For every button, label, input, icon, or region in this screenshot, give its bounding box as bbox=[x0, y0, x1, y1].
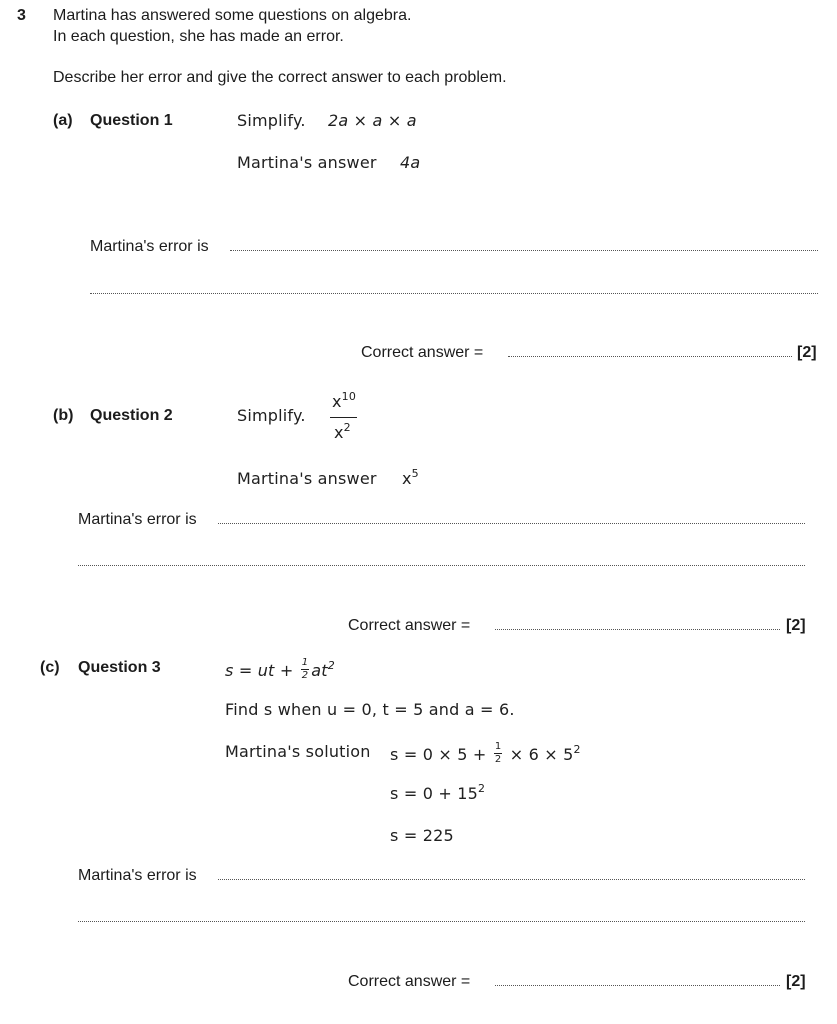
part-a-simplify: Simplify. bbox=[237, 111, 306, 130]
instruction: Describe her error and give the correct answer to each problem. bbox=[53, 69, 507, 86]
part-c-title: Question 3 bbox=[78, 659, 161, 676]
part-c-error-prompt: Martina's error is bbox=[78, 867, 197, 884]
part-c-formula-half: $\frac{1}{2}$ bbox=[301, 657, 309, 681]
part-a-answer-label: Martina's answer bbox=[237, 153, 377, 172]
part-c-error-line-1[interactable] bbox=[218, 879, 805, 880]
part-a-correct-answer-prompt: Correct answer = bbox=[361, 344, 484, 361]
part-b-marks: [2] bbox=[786, 617, 806, 634]
part-b-answer-line[interactable] bbox=[495, 629, 780, 630]
part-b-error-line-1[interactable] bbox=[218, 523, 805, 524]
part-b-fraction-bar bbox=[330, 417, 357, 418]
part-b-correct-answer-prompt: Correct answer = bbox=[348, 617, 471, 634]
part-b-numerator: $x^{10}$ bbox=[332, 390, 357, 411]
part-b-answer: $x^5$ bbox=[402, 467, 419, 488]
part-b-answer-label: Martina's answer bbox=[237, 469, 377, 488]
part-c-step-1-half: $\frac{1}{2}$ bbox=[494, 741, 502, 765]
part-a-expression: 2a × a × a bbox=[328, 111, 417, 130]
part-b-denominator: $x^2$ bbox=[334, 421, 351, 442]
part-a-answer: 4a bbox=[400, 153, 421, 172]
part-a-title: Question 1 bbox=[90, 112, 173, 129]
intro-line-2: In each question, she has made an error. bbox=[53, 28, 344, 45]
part-c-correct-answer-prompt: Correct answer = bbox=[348, 973, 471, 990]
part-a-label: (a) bbox=[53, 112, 73, 129]
part-c-find-text: Find s when u = 0, t = 5 and a = 6. bbox=[225, 700, 515, 719]
part-c-step-3: s = 225 bbox=[390, 826, 454, 845]
part-c-step-2: $s = 0 + 15^2$ bbox=[390, 782, 486, 803]
part-c-marks: [2] bbox=[786, 973, 806, 990]
intro-line-1: Martina has answered some questions on algebra. bbox=[53, 7, 412, 24]
part-a-answer-line[interactable] bbox=[508, 356, 792, 357]
part-c-answer-line[interactable] bbox=[495, 985, 780, 986]
part-b-simplify: Simplify. bbox=[237, 406, 306, 425]
part-c-formula: s = ut + $\frac{1}{2}$ $at^2$ bbox=[225, 657, 335, 681]
part-a-error-prompt: Martina's error is bbox=[90, 238, 209, 255]
part-b-error-prompt: Martina's error is bbox=[78, 511, 197, 528]
part-c-label: (c) bbox=[40, 659, 60, 676]
question-number: 3 bbox=[17, 7, 26, 24]
part-a-error-line-2[interactable] bbox=[90, 293, 818, 294]
part-c-error-line-2[interactable] bbox=[78, 921, 805, 922]
part-c-step-1: s = 0 × 5 + $\frac{1}{2}$ × $6 \times 5^2$ bbox=[390, 741, 581, 765]
part-c-solution-label: Martina's solution bbox=[225, 742, 371, 761]
part-b-title: Question 2 bbox=[90, 407, 173, 424]
part-a-error-line-1[interactable] bbox=[230, 250, 818, 251]
part-b-label: (b) bbox=[53, 407, 74, 424]
part-b-error-line-2[interactable] bbox=[78, 565, 805, 566]
part-a-marks: [2] bbox=[797, 344, 817, 361]
